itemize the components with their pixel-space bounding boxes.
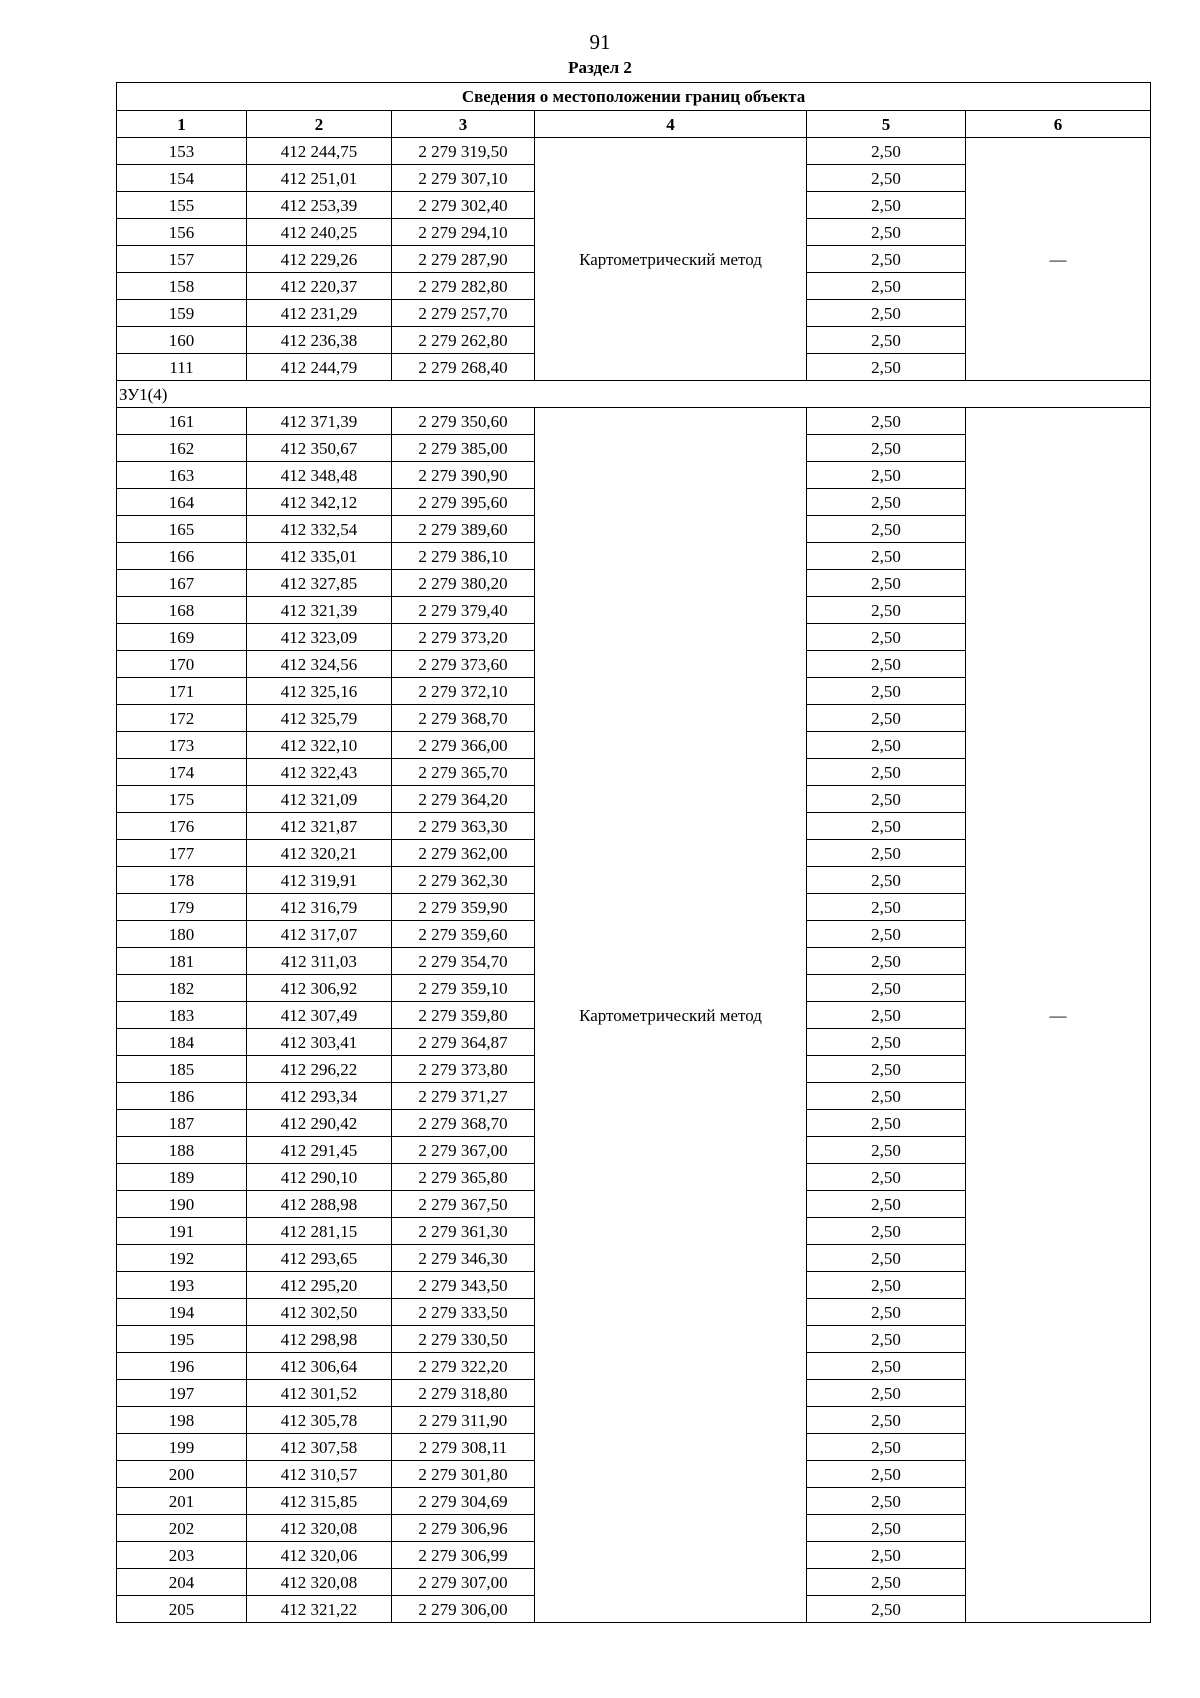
accuracy-cell: 2,50 — [807, 705, 966, 732]
accuracy-cell: 2,50 — [807, 570, 966, 597]
y-coordinate-cell: 2 279 302,40 — [392, 192, 535, 219]
y-coordinate-cell: 2 279 330,50 — [392, 1326, 535, 1353]
y-coordinate-cell: 2 279 368,70 — [392, 1110, 535, 1137]
y-coordinate-cell: 2 279 385,00 — [392, 435, 535, 462]
point-number-cell: 203 — [117, 1542, 247, 1569]
point-number-cell: 202 — [117, 1515, 247, 1542]
y-coordinate-cell: 2 279 350,60 — [392, 408, 535, 435]
column-header: 6 — [966, 111, 1151, 138]
y-coordinate-cell: 2 279 380,20 — [392, 570, 535, 597]
x-coordinate-cell: 412 311,03 — [247, 948, 392, 975]
y-coordinate-cell: 2 279 363,30 — [392, 813, 535, 840]
accuracy-cell: 2,50 — [807, 1191, 966, 1218]
accuracy-cell: 2,50 — [807, 300, 966, 327]
x-coordinate-cell: 412 327,85 — [247, 570, 392, 597]
method-cell: Картометрический метод — [535, 138, 807, 381]
x-coordinate-cell: 412 322,43 — [247, 759, 392, 786]
point-number-cell: 198 — [117, 1407, 247, 1434]
y-coordinate-cell: 2 279 368,70 — [392, 705, 535, 732]
x-coordinate-cell: 412 371,39 — [247, 408, 392, 435]
page-number: 91 — [589, 30, 611, 54]
accuracy-cell: 2,50 — [807, 732, 966, 759]
point-number-cell: 177 — [117, 840, 247, 867]
x-coordinate-cell: 412 320,08 — [247, 1569, 392, 1596]
x-coordinate-cell: 412 295,20 — [247, 1272, 392, 1299]
y-coordinate-cell: 2 279 287,90 — [392, 246, 535, 273]
point-number-cell: 164 — [117, 489, 247, 516]
x-coordinate-cell: 412 348,48 — [247, 462, 392, 489]
y-coordinate-cell: 2 279 362,30 — [392, 867, 535, 894]
accuracy-cell: 2,50 — [807, 1542, 966, 1569]
point-number-cell: 162 — [117, 435, 247, 462]
x-coordinate-cell: 412 342,12 — [247, 489, 392, 516]
point-number-cell: 171 — [117, 678, 247, 705]
x-coordinate-cell: 412 350,67 — [247, 435, 392, 462]
x-coordinate-cell: 412 240,25 — [247, 219, 392, 246]
accuracy-cell: 2,50 — [807, 597, 966, 624]
point-number-cell: 187 — [117, 1110, 247, 1137]
table-caption: Сведения о местоположении границ объекта — [117, 83, 1151, 111]
point-number-cell: 185 — [117, 1056, 247, 1083]
point-number-cell: 181 — [117, 948, 247, 975]
column-header: 4 — [535, 111, 807, 138]
y-coordinate-cell: 2 279 365,70 — [392, 759, 535, 786]
point-number-cell: 160 — [117, 327, 247, 354]
accuracy-cell: 2,50 — [807, 138, 966, 165]
point-number-cell: 196 — [117, 1353, 247, 1380]
point-number-cell: 156 — [117, 219, 247, 246]
column-header: 1 — [117, 111, 247, 138]
accuracy-cell: 2,50 — [807, 462, 966, 489]
description-cell: — — [966, 138, 1151, 381]
accuracy-cell: 2,50 — [807, 192, 966, 219]
y-coordinate-cell: 2 279 308,11 — [392, 1434, 535, 1461]
y-coordinate-cell: 2 279 307,10 — [392, 165, 535, 192]
method-cell: Картометрический метод — [535, 408, 807, 1623]
accuracy-cell: 2,50 — [807, 1434, 966, 1461]
y-coordinate-cell: 2 279 362,00 — [392, 840, 535, 867]
point-number-cell: 193 — [117, 1272, 247, 1299]
x-coordinate-cell: 412 236,38 — [247, 327, 392, 354]
accuracy-cell: 2,50 — [807, 327, 966, 354]
accuracy-cell: 2,50 — [807, 1299, 966, 1326]
x-coordinate-cell: 412 290,10 — [247, 1164, 392, 1191]
accuracy-cell: 2,50 — [807, 1353, 966, 1380]
point-number-cell: 157 — [117, 246, 247, 273]
point-number-cell: 159 — [117, 300, 247, 327]
x-coordinate-cell: 412 293,34 — [247, 1083, 392, 1110]
accuracy-cell: 2,50 — [807, 1461, 966, 1488]
point-number-cell: 182 — [117, 975, 247, 1002]
accuracy-cell: 2,50 — [807, 867, 966, 894]
x-coordinate-cell: 412 305,78 — [247, 1407, 392, 1434]
column-header: 2 — [247, 111, 392, 138]
table-header-row — [117, 111, 1151, 138]
accuracy-cell: 2,50 — [807, 786, 966, 813]
x-coordinate-cell: 412 244,75 — [247, 138, 392, 165]
x-coordinate-cell: 412 307,49 — [247, 1002, 392, 1029]
accuracy-cell: 2,50 — [807, 246, 966, 273]
accuracy-cell: 2,50 — [807, 1326, 966, 1353]
x-coordinate-cell: 412 310,57 — [247, 1461, 392, 1488]
y-coordinate-cell: 2 279 364,20 — [392, 786, 535, 813]
point-number-cell: 163 — [117, 462, 247, 489]
point-number-cell: 189 — [117, 1164, 247, 1191]
x-coordinate-cell: 412 306,64 — [247, 1353, 392, 1380]
y-coordinate-cell: 2 279 311,90 — [392, 1407, 535, 1434]
accuracy-cell: 2,50 — [807, 1488, 966, 1515]
x-coordinate-cell: 412 319,91 — [247, 867, 392, 894]
point-number-cell: 183 — [117, 1002, 247, 1029]
y-coordinate-cell: 2 279 367,00 — [392, 1137, 535, 1164]
x-coordinate-cell: 412 325,79 — [247, 705, 392, 732]
accuracy-cell: 2,50 — [807, 840, 966, 867]
y-coordinate-cell: 2 279 365,80 — [392, 1164, 535, 1191]
accuracy-cell: 2,50 — [807, 1110, 966, 1137]
y-coordinate-cell: 2 279 359,80 — [392, 1002, 535, 1029]
accuracy-cell: 2,50 — [807, 948, 966, 975]
point-number-cell: 199 — [117, 1434, 247, 1461]
x-coordinate-cell: 412 320,06 — [247, 1542, 392, 1569]
accuracy-cell: 2,50 — [807, 273, 966, 300]
y-coordinate-cell: 2 279 354,70 — [392, 948, 535, 975]
point-number-cell: 172 — [117, 705, 247, 732]
y-coordinate-cell: 2 279 372,10 — [392, 678, 535, 705]
x-coordinate-cell: 412 320,21 — [247, 840, 392, 867]
point-number-cell: 200 — [117, 1461, 247, 1488]
point-number-cell: 186 — [117, 1083, 247, 1110]
y-coordinate-cell: 2 279 359,10 — [392, 975, 535, 1002]
point-number-cell: 204 — [117, 1569, 247, 1596]
accuracy-cell: 2,50 — [807, 1380, 966, 1407]
point-number-cell: 111 — [117, 354, 247, 381]
x-coordinate-cell: 412 321,39 — [247, 597, 392, 624]
y-coordinate-cell: 2 279 318,80 — [392, 1380, 535, 1407]
y-coordinate-cell: 2 279 373,20 — [392, 624, 535, 651]
point-number-cell: 167 — [117, 570, 247, 597]
x-coordinate-cell: 412 298,98 — [247, 1326, 392, 1353]
y-coordinate-cell: 2 279 268,40 — [392, 354, 535, 381]
y-coordinate-cell: 2 279 346,30 — [392, 1245, 535, 1272]
y-coordinate-cell: 2 279 389,60 — [392, 516, 535, 543]
y-coordinate-cell: 2 279 379,40 — [392, 597, 535, 624]
point-number-cell: 205 — [117, 1596, 247, 1623]
accuracy-cell: 2,50 — [807, 1056, 966, 1083]
x-coordinate-cell: 412 323,09 — [247, 624, 392, 651]
accuracy-cell: 2,50 — [807, 435, 966, 462]
point-number-cell: 168 — [117, 597, 247, 624]
accuracy-cell: 2,50 — [807, 354, 966, 381]
x-coordinate-cell: 412 325,16 — [247, 678, 392, 705]
point-number-cell: 179 — [117, 894, 247, 921]
accuracy-cell: 2,50 — [807, 1272, 966, 1299]
y-coordinate-cell: 2 279 319,50 — [392, 138, 535, 165]
x-coordinate-cell: 412 321,22 — [247, 1596, 392, 1623]
y-coordinate-cell: 2 279 367,50 — [392, 1191, 535, 1218]
accuracy-cell: 2,50 — [807, 1029, 966, 1056]
point-number-cell: 153 — [117, 138, 247, 165]
accuracy-cell: 2,50 — [807, 408, 966, 435]
accuracy-cell: 2,50 — [807, 1137, 966, 1164]
accuracy-cell: 2,50 — [807, 516, 966, 543]
table-row — [117, 138, 1151, 165]
accuracy-cell: 2,50 — [807, 759, 966, 786]
y-coordinate-cell: 2 279 282,80 — [392, 273, 535, 300]
accuracy-cell: 2,50 — [807, 813, 966, 840]
point-number-cell: 165 — [117, 516, 247, 543]
point-number-cell: 180 — [117, 921, 247, 948]
point-number-cell: 197 — [117, 1380, 247, 1407]
table-caption-row — [117, 83, 1151, 111]
accuracy-cell: 2,50 — [807, 1515, 966, 1542]
point-number-cell: 178 — [117, 867, 247, 894]
accuracy-cell: 2,50 — [807, 1002, 966, 1029]
accuracy-cell: 2,50 — [807, 1083, 966, 1110]
point-number-cell: 191 — [117, 1218, 247, 1245]
x-coordinate-cell: 412 281,15 — [247, 1218, 392, 1245]
accuracy-cell: 2,50 — [807, 219, 966, 246]
x-coordinate-cell: 412 324,56 — [247, 651, 392, 678]
y-coordinate-cell: 2 279 373,80 — [392, 1056, 535, 1083]
y-coordinate-cell: 2 279 390,90 — [392, 462, 535, 489]
y-coordinate-cell: 2 279 373,60 — [392, 651, 535, 678]
point-number-cell: 188 — [117, 1137, 247, 1164]
point-number-cell: 195 — [117, 1326, 247, 1353]
x-coordinate-cell: 412 231,29 — [247, 300, 392, 327]
point-number-cell: 154 — [117, 165, 247, 192]
point-number-cell: 190 — [117, 1191, 247, 1218]
x-coordinate-cell: 412 244,79 — [247, 354, 392, 381]
x-coordinate-cell: 412 335,01 — [247, 543, 392, 570]
point-number-cell: 158 — [117, 273, 247, 300]
accuracy-cell: 2,50 — [807, 975, 966, 1002]
x-coordinate-cell: 412 316,79 — [247, 894, 392, 921]
column-header: 3 — [392, 111, 535, 138]
x-coordinate-cell: 412 296,22 — [247, 1056, 392, 1083]
accuracy-cell: 2,50 — [807, 165, 966, 192]
point-number-cell: 173 — [117, 732, 247, 759]
y-coordinate-cell: 2 279 366,00 — [392, 732, 535, 759]
y-coordinate-cell: 2 279 364,87 — [392, 1029, 535, 1056]
accuracy-cell: 2,50 — [807, 1596, 966, 1623]
y-coordinate-cell: 2 279 257,70 — [392, 300, 535, 327]
x-coordinate-cell: 412 306,92 — [247, 975, 392, 1002]
point-number-cell: 174 — [117, 759, 247, 786]
point-number-cell: 166 — [117, 543, 247, 570]
accuracy-cell: 2,50 — [807, 1164, 966, 1191]
x-coordinate-cell: 412 290,42 — [247, 1110, 392, 1137]
accuracy-cell: 2,50 — [807, 624, 966, 651]
x-coordinate-cell: 412 315,85 — [247, 1488, 392, 1515]
column-header: 5 — [807, 111, 966, 138]
point-number-cell: 201 — [117, 1488, 247, 1515]
accuracy-cell: 2,50 — [807, 1407, 966, 1434]
point-number-cell: 161 — [117, 408, 247, 435]
accuracy-cell: 2,50 — [807, 651, 966, 678]
y-coordinate-cell: 2 279 322,20 — [392, 1353, 535, 1380]
x-coordinate-cell: 412 307,58 — [247, 1434, 392, 1461]
y-coordinate-cell: 2 279 359,90 — [392, 894, 535, 921]
table-row — [117, 408, 1151, 435]
point-number-cell: 192 — [117, 1245, 247, 1272]
group-label-row — [117, 381, 1151, 408]
accuracy-cell: 2,50 — [807, 1245, 966, 1272]
y-coordinate-cell: 2 279 306,99 — [392, 1542, 535, 1569]
y-coordinate-cell: 2 279 306,96 — [392, 1515, 535, 1542]
description-cell: — — [966, 408, 1151, 1623]
accuracy-cell: 2,50 — [807, 489, 966, 516]
point-number-cell: 169 — [117, 624, 247, 651]
x-coordinate-cell: 412 253,39 — [247, 192, 392, 219]
y-coordinate-cell: 2 279 301,80 — [392, 1461, 535, 1488]
accuracy-cell: 2,50 — [807, 894, 966, 921]
point-number-cell: 175 — [117, 786, 247, 813]
y-coordinate-cell: 2 279 304,69 — [392, 1488, 535, 1515]
x-coordinate-cell: 412 322,10 — [247, 732, 392, 759]
y-coordinate-cell: 2 279 306,00 — [392, 1596, 535, 1623]
y-coordinate-cell: 2 279 307,00 — [392, 1569, 535, 1596]
point-number-cell: 155 — [117, 192, 247, 219]
x-coordinate-cell: 412 293,65 — [247, 1245, 392, 1272]
point-number-cell: 176 — [117, 813, 247, 840]
x-coordinate-cell: 412 251,01 — [247, 165, 392, 192]
y-coordinate-cell: 2 279 343,50 — [392, 1272, 535, 1299]
x-coordinate-cell: 412 317,07 — [247, 921, 392, 948]
x-coordinate-cell: 412 229,26 — [247, 246, 392, 273]
point-number-cell: 184 — [117, 1029, 247, 1056]
x-coordinate-cell: 412 288,98 — [247, 1191, 392, 1218]
y-coordinate-cell: 2 279 333,50 — [392, 1299, 535, 1326]
x-coordinate-cell: 412 332,54 — [247, 516, 392, 543]
accuracy-cell: 2,50 — [807, 543, 966, 570]
x-coordinate-cell: 412 220,37 — [247, 273, 392, 300]
accuracy-cell: 2,50 — [807, 1569, 966, 1596]
x-coordinate-cell: 412 320,08 — [247, 1515, 392, 1542]
y-coordinate-cell: 2 279 359,60 — [392, 921, 535, 948]
boundary-table — [116, 82, 1151, 1623]
section-title: Раздел 2 — [568, 58, 632, 77]
accuracy-cell: 2,50 — [807, 678, 966, 705]
y-coordinate-cell: 2 279 294,10 — [392, 219, 535, 246]
y-coordinate-cell: 2 279 371,27 — [392, 1083, 535, 1110]
x-coordinate-cell: 412 291,45 — [247, 1137, 392, 1164]
accuracy-cell: 2,50 — [807, 921, 966, 948]
x-coordinate-cell: 412 302,50 — [247, 1299, 392, 1326]
x-coordinate-cell: 412 321,09 — [247, 786, 392, 813]
y-coordinate-cell: 2 279 395,60 — [392, 489, 535, 516]
y-coordinate-cell: 2 279 361,30 — [392, 1218, 535, 1245]
x-coordinate-cell: 412 303,41 — [247, 1029, 392, 1056]
accuracy-cell: 2,50 — [807, 1218, 966, 1245]
group-label: ЗУ1(4) — [117, 381, 1151, 408]
point-number-cell: 194 — [117, 1299, 247, 1326]
y-coordinate-cell: 2 279 262,80 — [392, 327, 535, 354]
point-number-cell: 170 — [117, 651, 247, 678]
x-coordinate-cell: 412 301,52 — [247, 1380, 392, 1407]
y-coordinate-cell: 2 279 386,10 — [392, 543, 535, 570]
x-coordinate-cell: 412 321,87 — [247, 813, 392, 840]
